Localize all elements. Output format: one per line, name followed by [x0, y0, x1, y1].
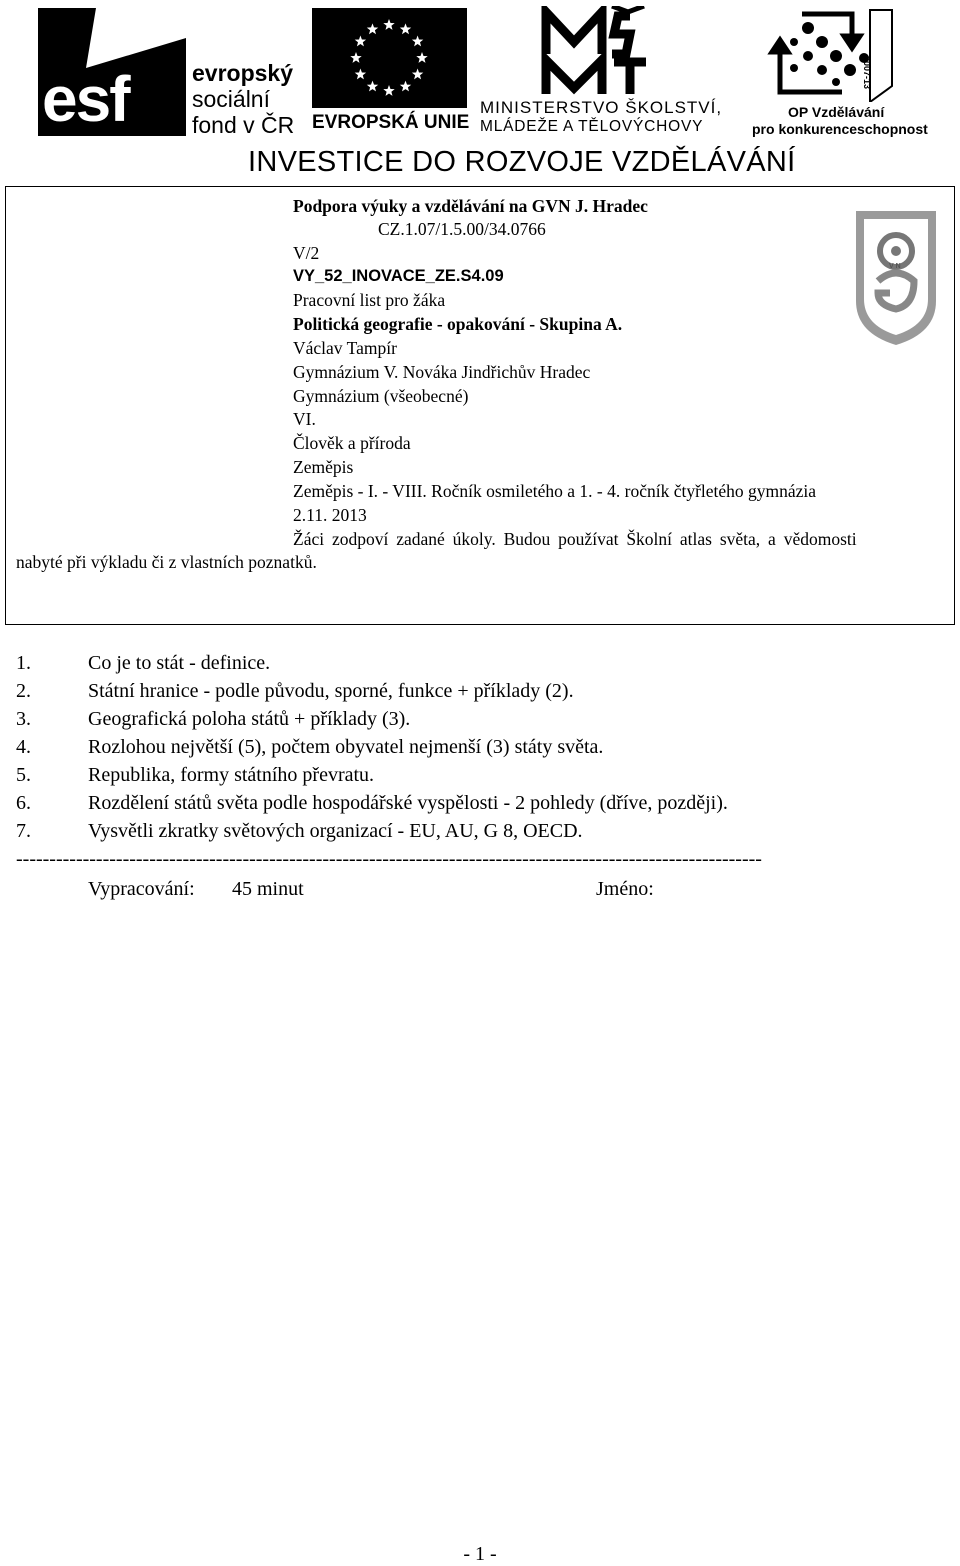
seal-letters: V N: [889, 263, 901, 270]
op-logo: [752, 6, 928, 138]
eu-logo: [312, 8, 470, 136]
grade-value: VI.: [293, 409, 316, 429]
task-text: Rozdělení států světa podle hospodářské vyspělosti - 2 pohledy (dříve, později).: [88, 792, 728, 814]
annotation-line2: nabyté při výkladu či z vlastních poznatků.: [16, 552, 317, 572]
esf-line2: sociální: [192, 86, 270, 112]
task-text: Vysvětli zkratky světových organizací - EU, AU, G 8, OECD.: [88, 820, 583, 842]
school-value: Gymnázium V. Nováka Jindřichův Hradec: [293, 362, 591, 382]
annotation-line1: Žáci zodpoví zadané úkoly. Budou používat Školní atlas světa, a vědomosti: [293, 529, 857, 549]
name-value: Politická geografie - opakování - Skupina A.: [293, 314, 623, 334]
activity-value: V/2: [293, 243, 320, 263]
task-text: Geografická poloha států + příklady (3).: [88, 708, 411, 730]
date-value: 2.11. 2013: [293, 505, 367, 525]
investice-banner: INVESTICE DO ROZVOJE VZDĚLÁVÁNÍ: [248, 146, 796, 178]
task-number: 3.: [16, 708, 31, 730]
task-number: 2.: [16, 680, 31, 702]
msmt-line1: MINISTERSTVO ŠKOLSTVÍ,: [480, 98, 723, 117]
task-number: 5.: [16, 764, 31, 786]
task-text: Co je to stát - definice.: [88, 652, 271, 674]
separator-line: ----------------------------------------------------------------------------------------------------------------: [16, 848, 762, 870]
field-value: Gymnázium (všeobecné): [293, 386, 469, 406]
esf-line1: evropský: [192, 60, 294, 86]
task-number: 4.: [16, 736, 31, 758]
project-code: CZ.1.07/1.5.00/34.0766: [378, 219, 546, 239]
subject-value: Zeměpis: [293, 457, 354, 477]
task-text: Rozlohou největší (5), počtem obyvatel nejmenší (3) státy světa.: [88, 736, 604, 758]
esf-line3: fond v ČR: [192, 112, 295, 138]
task-number: 7.: [16, 820, 31, 842]
msmt-line2: MLÁDEŽE A TĚLOVÝCHOVY: [480, 118, 704, 135]
school-seal: [848, 205, 944, 347]
msmt-logo: [478, 6, 740, 138]
document-value: VY_52_INOVACE_ZE.S4.09: [293, 267, 504, 285]
op-line1: OP Vzdělávání: [788, 104, 885, 120]
eu-flag-icon: [312, 8, 467, 108]
esf-mark: esf: [42, 63, 129, 135]
author-value: Václav Tampír: [293, 338, 397, 358]
project-info-box: [5, 186, 955, 625]
esf-logo: [38, 8, 294, 136]
time-label: Vypracování:: [88, 878, 195, 900]
op-years: 2007-13: [862, 56, 872, 90]
row-annotation-cont: [16, 551, 317, 573]
eu-caption: EVROPSKÁ UNIE: [312, 112, 470, 133]
student-name-label: Jméno:: [596, 878, 654, 900]
op-line2: pro konkurenceschopnost: [752, 121, 928, 137]
topic-value: Zeměpis - I. - VIII. Ročník osmiletého a 1. - 4. ročník čtyřletého gymnázia: [293, 481, 817, 501]
time-value: 45 minut: [232, 878, 304, 900]
project-value: Podpora výuky a vzdělávání na GVN J. Hradec: [293, 196, 648, 216]
task-number: 6.: [16, 792, 31, 814]
task-text: Republika, formy státního převratu.: [88, 764, 375, 786]
type-value: Pracovní list pro žáka: [293, 290, 446, 310]
task-text: Státní hranice - podle původu, sporné, funkce + příklady (2).: [88, 680, 574, 702]
task-number: 1.: [16, 652, 31, 674]
area-value: Člověk a příroda: [293, 433, 411, 453]
school-seal-icon: [848, 205, 944, 347]
page-number: - 1 -: [463, 1543, 497, 1565]
op-emblem-icon: [752, 6, 922, 102]
msmt-emblem-icon: [478, 6, 740, 96]
